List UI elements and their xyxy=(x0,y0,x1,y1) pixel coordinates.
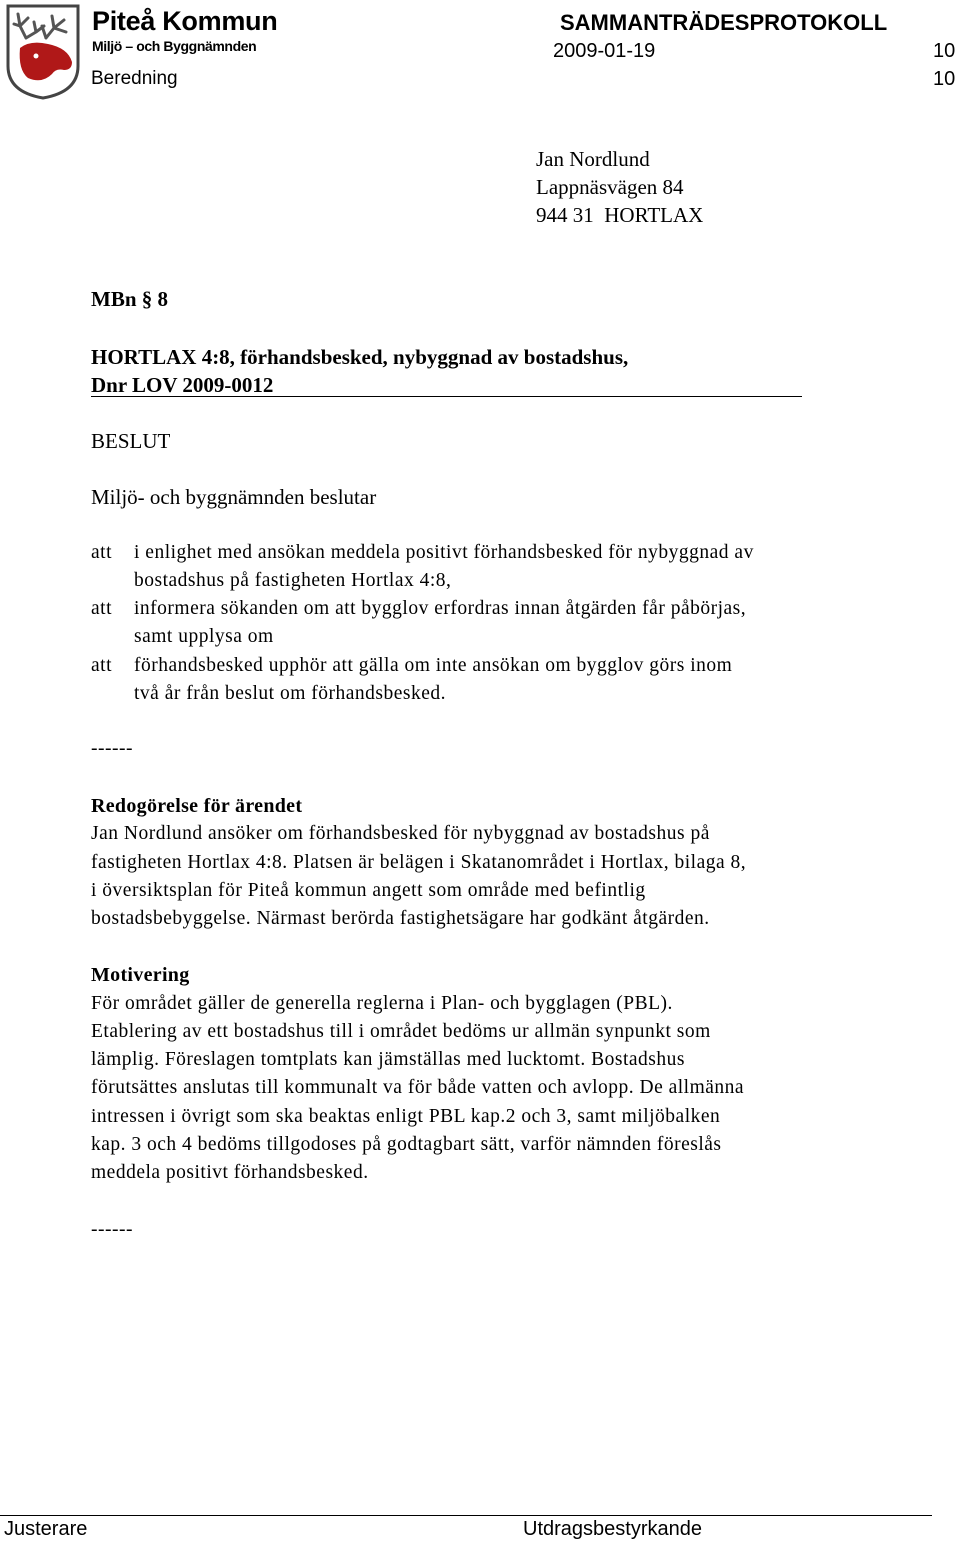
title-underline xyxy=(91,396,802,397)
decision-heading: BESLUT xyxy=(91,429,171,453)
account-line: i översiktsplan för Piteå kommun angett som område med befintlig xyxy=(91,880,646,901)
municipality-crest-logo xyxy=(6,4,80,100)
decision-item-1-line1: i enlighet med ansökan meddela positivt förhandsbesked för nybyggnad av xyxy=(134,542,754,563)
recipient-street: Lappnäsvägen 84 xyxy=(536,175,684,199)
document-type: SAMMANTRÄDESPROTOKOLL xyxy=(560,10,888,35)
decision-item-2-line1: informera sökanden om att bygglov erfordras innan åtgärden får påbörjas, xyxy=(134,598,747,619)
decision-item-3-line2: två år från beslut om förhandsbesked. xyxy=(134,683,446,704)
organization-name: Piteå Kommun xyxy=(92,6,278,36)
account-line: Jan Nordlund ansöker om förhandsbesked för nybyggnad av bostadshus på xyxy=(91,823,710,844)
section-number: 10 xyxy=(933,68,956,90)
decision-intro: Miljö- och byggnämnden beslutar xyxy=(91,485,377,509)
section-label: Beredning xyxy=(91,68,178,89)
paragraph-number: MBn § 8 xyxy=(91,287,169,311)
motivation-line: meddela positivt förhandsbesked. xyxy=(91,1162,369,1183)
account-line: bostadsbebyggelse. Närmast berörda fastighetsägare har godkänt åtgärden. xyxy=(91,908,710,929)
recipient-name: Jan Nordlund xyxy=(536,147,650,171)
motivation-line: lämplig. Föreslagen tomtplats kan jämställas med lucktomt. Bostadshus xyxy=(91,1049,685,1070)
account-heading: Redogörelse för ärendet xyxy=(91,795,303,817)
decision-item-2-line2: samt upplysa om xyxy=(134,626,274,647)
recipient-postal: 944 31 HORTLAX xyxy=(536,203,704,227)
footer-rule xyxy=(0,1515,932,1516)
motivation-line: Etablering av ett bostadshus till i området bedöms ur allmän synpunkt som xyxy=(91,1021,711,1042)
decision-item-2-prefix: att xyxy=(91,598,112,619)
organization-subtitle: Miljö – och Byggnämnden xyxy=(92,38,257,54)
page-number: 10 xyxy=(933,40,956,62)
motivation-heading: Motivering xyxy=(91,964,190,986)
footer-utdragsbestyrkande: Utdragsbestyrkande xyxy=(523,1518,702,1540)
separator: ------ xyxy=(91,738,133,759)
decision-item-3-prefix: att xyxy=(91,655,112,676)
account-line: fastigheten Hortlax 4:8. Platsen är belägen i Skatanområdet i Hortlax, bilaga 8, xyxy=(91,852,747,873)
decision-item-1-prefix: att xyxy=(91,542,112,563)
decision-item-3-line1: förhandsbesked upphör att gälla om inte ansökan om bygglov görs inom xyxy=(134,655,733,676)
separator: ------ xyxy=(91,1219,133,1240)
motivation-line: förutsättes anslutas till kommunalt va för både vatten och avlopp. De allmänna xyxy=(91,1077,745,1098)
footer-justerare: Justerare xyxy=(4,1518,88,1540)
document-date: 2009-01-19 xyxy=(553,40,656,62)
case-title-line2: Dnr LOV 2009-0012 xyxy=(91,373,274,397)
decision-item-1-line2: bostadshus på fastigheten Hortlax 4:8, xyxy=(134,570,452,591)
motivation-line: För området gäller de generella reglerna i Plan- och bygglagen (PBL). xyxy=(91,993,673,1014)
motivation-line: kap. 3 och 4 bedöms tillgodoses på godtagbart sätt, varför nämnden föreslås xyxy=(91,1134,722,1155)
motivation-line: intressen i övrigt som ska beaktas enligt PBL kap.2 och 3, samt miljöbalken xyxy=(91,1106,721,1127)
case-title-line1: HORTLAX 4:8, förhandsbesked, nybyggnad av bostadshus, xyxy=(91,345,629,369)
